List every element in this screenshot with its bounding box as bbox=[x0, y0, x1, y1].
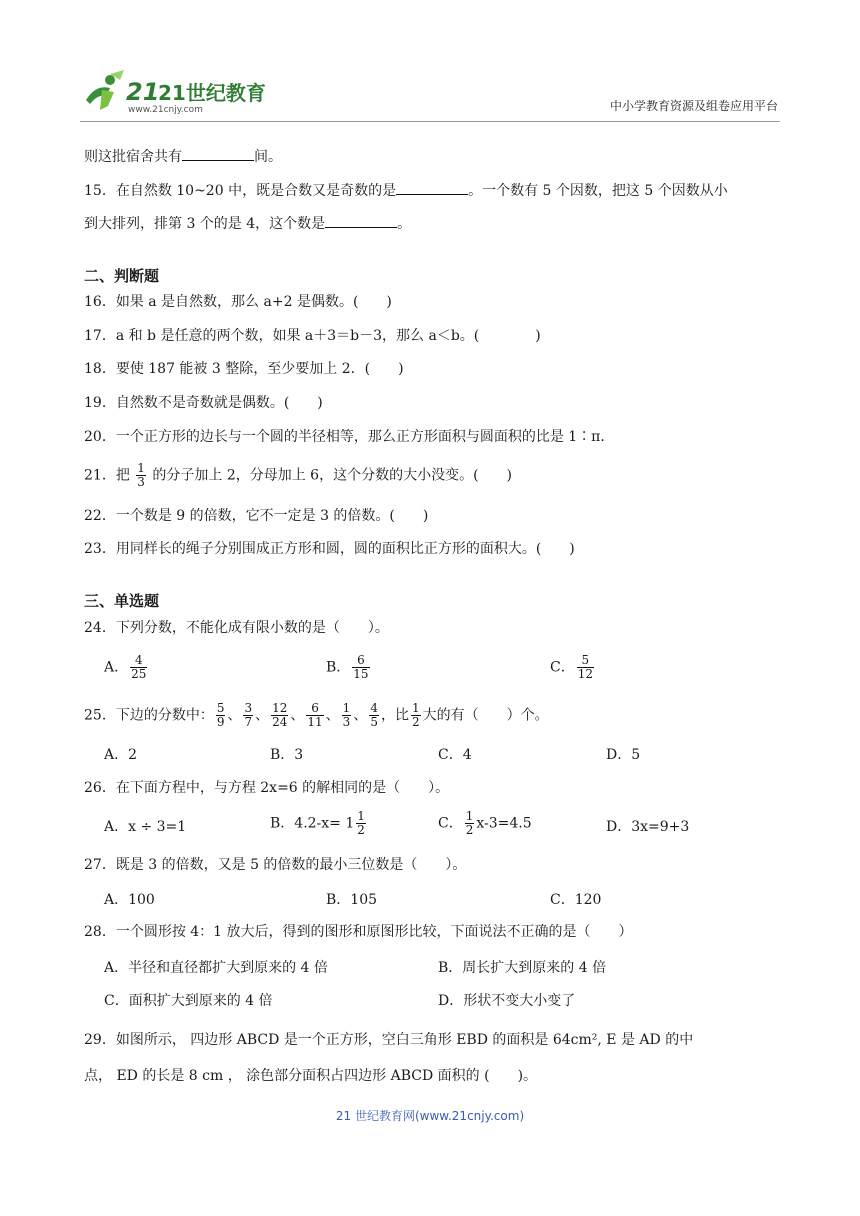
option-c: C． $\frac{5}{12}$ bbox=[550, 653, 593, 681]
fraction: $\frac{1}{3}$ bbox=[137, 461, 145, 489]
section-heading-judgement: 二、判断题 bbox=[84, 267, 160, 285]
option-b: B． $\frac{6}{15}$ bbox=[326, 653, 369, 681]
option-a: A．100 bbox=[104, 892, 155, 908]
option-b: B．105 bbox=[326, 892, 378, 908]
question-26: 26．在下面方程中，与方程 2x=6 的解相同的是（ ）。 bbox=[84, 780, 450, 796]
question-20: 20．一个正方形的边长与一个圆的半径相等，那么正方形面积与圆面积的比是 1∶π． bbox=[84, 429, 615, 445]
option-c: C． $\frac{1}{2}$ x-3=4.5 bbox=[438, 809, 532, 837]
option-a: A．x ÷ 3=1 bbox=[104, 819, 187, 835]
question-28: 28．一个圆形按 4：1 放大后，得到的图形和原图形比较，下面说法不正确的是（ ） bbox=[84, 924, 633, 940]
option-c: C．面积扩大到原来的 4 倍 bbox=[104, 993, 273, 1009]
question-24: 24．下列分数，不能化成有限小数的是（ ）。 bbox=[84, 620, 389, 636]
question-18: 18．要使 187 能被 3 整除，至少要加上 2．( ) bbox=[84, 361, 404, 377]
question-17: 17．a 和 b 是任意的两个数，如果 a＋3＝b－3，那么 a＜b。( ) bbox=[84, 328, 541, 344]
option-b: B．周长扩大到原来的 4 倍 bbox=[438, 960, 607, 976]
answer-blank bbox=[396, 180, 468, 195]
option-b: B．3 bbox=[270, 747, 304, 763]
site-logo bbox=[80, 70, 266, 116]
question-22: 22．一个数是 9 的倍数，它不一定是 3 的倍数。( ) bbox=[84, 508, 429, 524]
svg-text:www.21cnjy.com: www.21cnjy.com bbox=[128, 105, 203, 115]
question-21: 21．把 $\frac{1}{3}$ 的分子加上 2，分母加上 6，这个分数的大小没变。( ) bbox=[84, 461, 513, 489]
question-15-line1: 15．在自然数 10~20 中，既是合数又是奇数的是 。一个数有 5 个因数，把这 5 个因数从小 bbox=[84, 180, 728, 201]
answer-blank bbox=[325, 213, 397, 228]
option-d: D．3x=9+3 bbox=[606, 819, 690, 835]
platform-title: 中小学教育资源及组卷应用平台 bbox=[609, 99, 778, 113]
question-29-line1: 29．如图所示， 四边形 ABCD 是一个正方形，空白三角形 EBD 的面积是 64cm², E 是 AD 的中 bbox=[84, 1032, 694, 1048]
question-27: 27．既是 3 的倍数，又是 5 的倍数的最小三位数是（ ）。 bbox=[84, 857, 467, 873]
section-heading-single-choice: 三、单选题 bbox=[84, 592, 160, 610]
footer-source[interactable]: 21 世纪教育网(www.21cnjy.com) bbox=[335, 1109, 525, 1123]
option-a: A． $\frac{4}{25}$ bbox=[104, 653, 147, 681]
option-b: B．4.2-x= 1 $\frac{1}{2}$ bbox=[270, 809, 365, 837]
option-c: C．4 bbox=[438, 747, 472, 763]
option-d: D．形状不变大小变了 bbox=[438, 993, 576, 1009]
question-25: 25．下边的分数中： $\frac{5}{9}$ 、 $\frac{3}{7}$ 、 $\frac{12}{24}$ 、 $\frac{6}{11}$ 、 $\frac{1}{3}$ 、 $\frac{4}{5}$ ，比 $\frac{1}{2}$ 大的有（ ）个。 bbox=[84, 701, 549, 729]
svg-text:21世纪教育: 21世纪教育 bbox=[158, 81, 266, 105]
header-divider bbox=[80, 121, 780, 122]
option-c: C．120 bbox=[550, 892, 602, 908]
question-15-line2: 到大排列，排第 3 个的是 4，这个数是 。 bbox=[84, 213, 411, 234]
question-19: 19．自然数不是奇数就是偶数。( ) bbox=[84, 395, 323, 411]
option-a: A．2 bbox=[104, 747, 138, 763]
question-29-line2: 点， ED 的长是 8 cm ， 涂色部分面积占四边形 ABCD 面积的 ( )。 bbox=[84, 1068, 538, 1084]
question-23: 23．用同样长的绳子分别围成正方形和圆，圆的面积比正方形的面积大。( ) bbox=[84, 541, 575, 557]
question-14-tail: 则这批宿舍共有 间。 bbox=[84, 146, 282, 167]
runner-logo-icon bbox=[80, 70, 266, 116]
svg-text:21: 21 bbox=[126, 78, 160, 106]
option-d: D．5 bbox=[606, 747, 641, 763]
option-a: A．半径和直径都扩大到原来的 4 倍 bbox=[104, 960, 328, 976]
question-16: 16．如果 a 是自然数，那么 a+2 是偶数。( ) bbox=[84, 294, 392, 310]
answer-blank bbox=[182, 146, 254, 161]
